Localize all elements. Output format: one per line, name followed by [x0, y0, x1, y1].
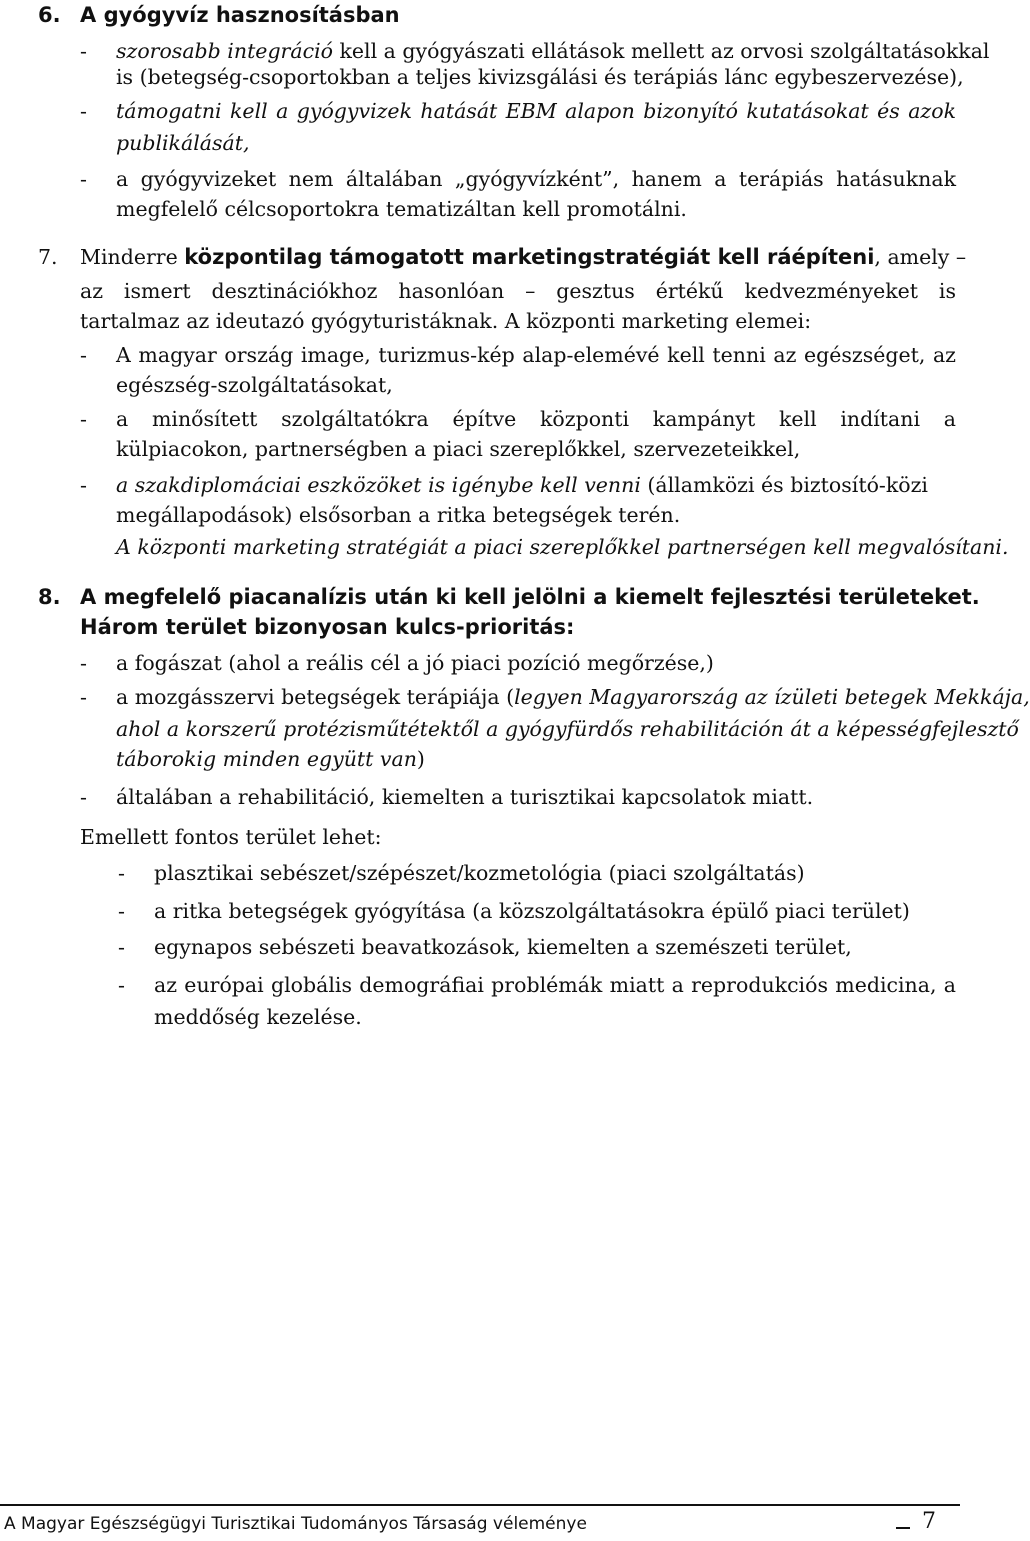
s8-bullet-2-line-2: ahol a korszerű protézisműtétektől a gyógyfürdős rehabilitáción át a képességfejlesztő [116, 717, 1019, 741]
section-8-number: 8. [38, 585, 61, 609]
page-number: 7 [922, 1509, 936, 1534]
s6-bullet-1-line-1 [116, 38, 990, 64]
bullet-dash: - [80, 167, 87, 191]
bullet-dash: - [80, 99, 87, 123]
s7-paragraph-line-2: az ismert desztinációkhoz hasonlóan – gesztus értékű kedvezményeket is [80, 279, 956, 303]
bold-text: központilag támogatott marketingstratégiát kell ráépíteni [184, 245, 875, 269]
s6-bullet-2-line-1: támogatni kell a gyógyvizek hatását EBM alapon bizonyító kutatásokat és azok [116, 99, 956, 123]
section-8-heading-line-1: A megfelelő piacanalízis után ki kell jelölni a kiemelt fejlesztési területeket. [80, 585, 980, 609]
bullet-dash: - [118, 861, 125, 885]
section-6-number: 6. [38, 3, 61, 27]
also-heading: Emellett fontos terület lehet: [80, 825, 382, 849]
bullet-dash: - [118, 935, 125, 959]
body-text: , amely – [874, 245, 967, 269]
s8-bullet-3: általában a rehabilitáció, kiemelten a turisztikai kapcsolatok miatt. [116, 785, 814, 809]
bullet-dash: - [80, 407, 87, 431]
emphasis-text: szorosabb integráció [116, 39, 333, 63]
body-text: kell a gyógyászati ellátások mellett az orvosi szolgáltatásokkal [332, 39, 990, 63]
s7-bullet-2-line-2: külpiacokon, partnerségben a piaci szereplőkkel, szervezeteikkel, [116, 437, 801, 461]
body-text: Minderre [80, 245, 185, 269]
s7-bullet-2-line-1: a minősített szolgáltatókra építve központi kampányt kell indítani a [116, 407, 956, 431]
additional-item-4-line-1: az európai globális demográfiai problémák miatt a reprodukciós medicina, a [154, 973, 956, 997]
bullet-dash: - [80, 473, 87, 497]
bullet-dash: - [80, 343, 87, 367]
s6-bullet-2-line-2: publikálását, [116, 131, 250, 155]
bullet-dash: - [80, 685, 87, 709]
additional-item-1: plasztikai sebészet/szépészet/kozmetológia (piaci szolgáltatás) [154, 861, 805, 885]
s7-bullet-1-line-2: egészség-szolgáltatásokat, [116, 373, 393, 397]
body-text: a mozgásszervi betegségek terápiája ( [116, 685, 515, 709]
bullet-dash: - [80, 785, 87, 809]
bullet-dash: - [118, 899, 125, 923]
section-8-heading-line-2: Három terület bizonyosan kulcs-prioritás: [80, 615, 575, 639]
footer-title: A Magyar Egészségügyi Turisztikai Tudományos Társaság véleménye [4, 1514, 587, 1534]
additional-item-3: egynapos sebészeti beavatkozások, kiemelten a szemészeti terület, [154, 935, 852, 959]
emphasis-text: táborokig minden együtt van [116, 747, 417, 771]
section-7-number: 7. [38, 245, 58, 269]
s7-bullet-3-line-1 [116, 472, 956, 498]
s8-bullet-2-line-3 [116, 746, 425, 772]
page-number-dash [896, 1527, 910, 1529]
s7-paragraph-line-1 [80, 244, 967, 270]
s8-bullet-1: a fogászat (ahol a reális cél a jó piaci pozíció megőrzése,) [116, 651, 714, 675]
s6-bullet-3-line-1: a gyógyvizeket nem általában „gyógyvízként”, hanem a terápiás hatásuknak [116, 167, 956, 191]
s7-bullet-3-line-2: megállapodások) elsősorban a ritka betegségek terén. [116, 503, 681, 527]
bullet-dash: - [80, 651, 87, 675]
additional-item-2: a ritka betegségek gyógyítása (a közszolgáltatásokra épülő piaci terület) [154, 899, 910, 923]
s7-bullet-1-line-1: A magyar ország image, turizmus-kép alap-elemévé kell tenni az egészséget, az [116, 343, 956, 367]
s6-bullet-1-line-2: is (betegség-csoportokban a teljes kivizsgálási és terápiás lánc egybeszervezése), [116, 65, 964, 89]
footer-rule [0, 1504, 960, 1506]
bullet-dash: - [118, 973, 125, 997]
emphasis-text: legyen Magyarország az ízületi betegek Mekkája, [514, 685, 1030, 709]
s7-paragraph-line-3: tartalmaz az ideutazó gyógyturistáknak. A központi marketing elemei: [80, 309, 812, 333]
section-6-heading: A gyógyvíz hasznosításban [80, 3, 400, 27]
emphasis-text: a szakdiplomáciai eszközöket is igénybe kell venni [116, 473, 641, 497]
s8-bullet-2-line-1 [116, 684, 1030, 710]
additional-item-4-line-2: meddőség kezelése. [154, 1005, 362, 1029]
body-text: ) [416, 747, 425, 771]
s6-bullet-3-line-2: megfelelő célcsoportokra tematizáltan kell promotálni. [116, 197, 687, 221]
body-text: (államközi és biztosító-közi [640, 473, 928, 497]
s7-closing-statement: A központi marketing stratégiát a piaci szereplőkkel partnerségen kell megvalósítani. [116, 535, 1009, 559]
bullet-dash: - [80, 39, 87, 63]
